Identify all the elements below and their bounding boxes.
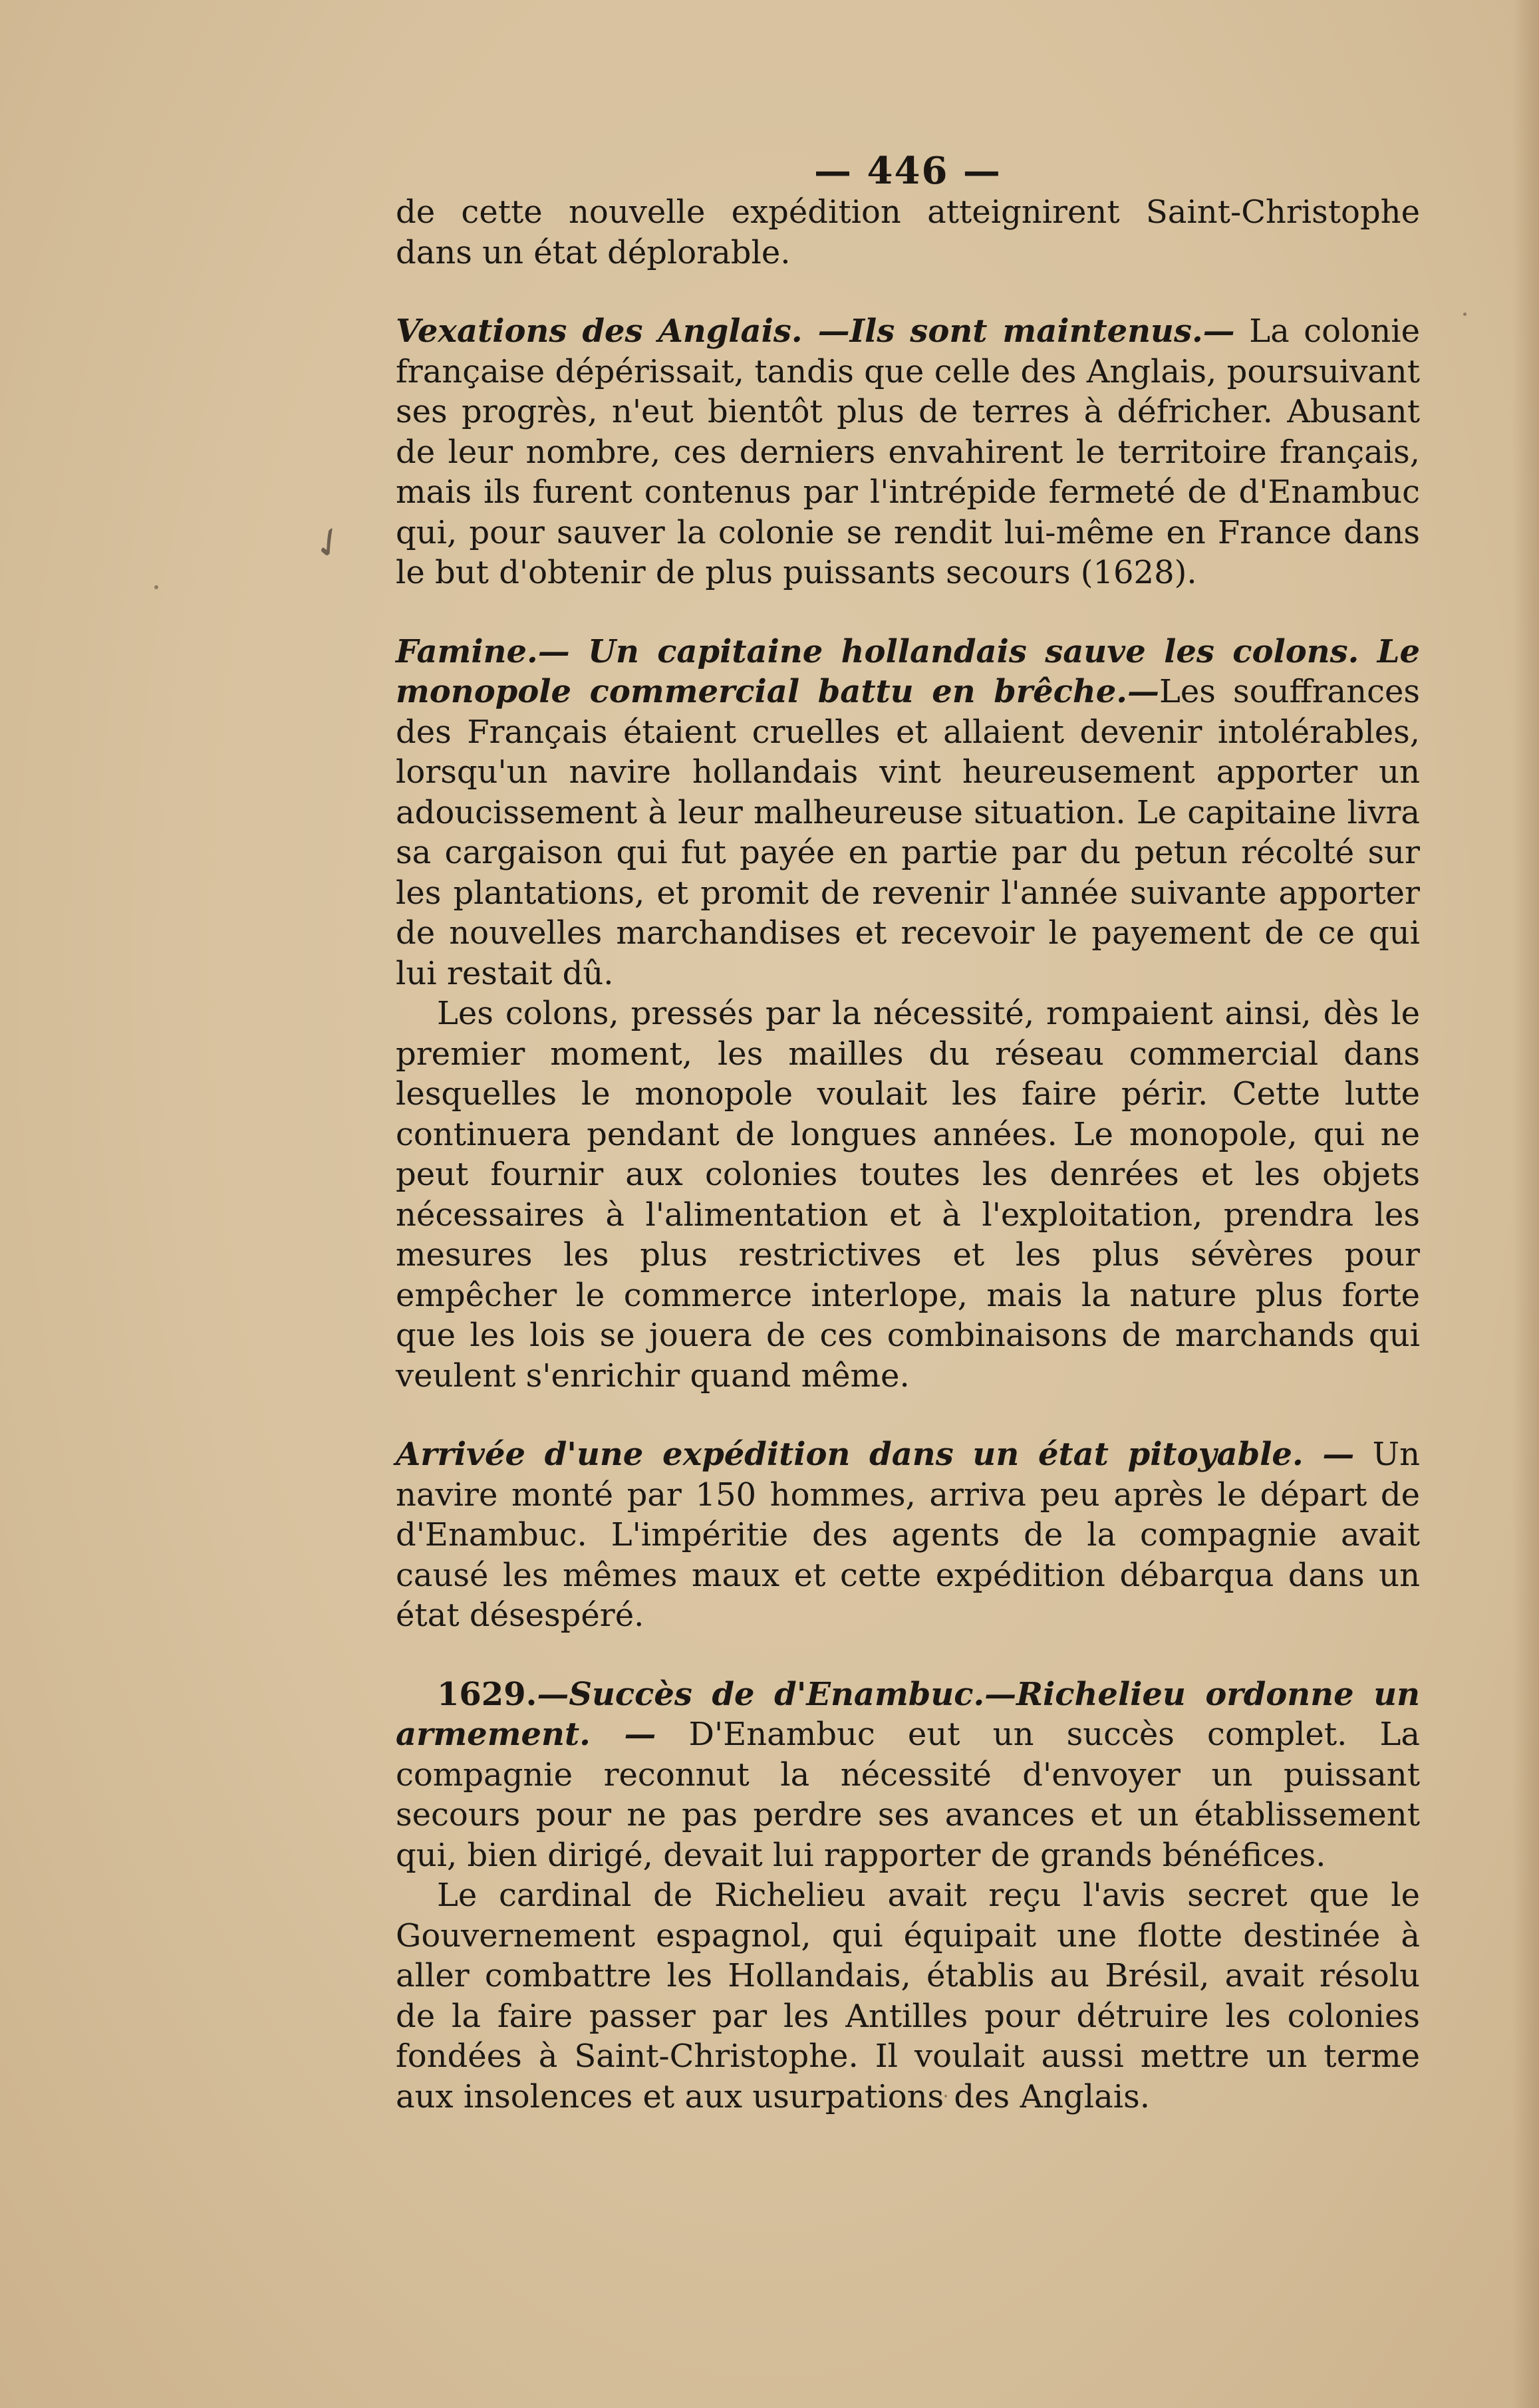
- page-text-block: [396, 143, 1420, 2117]
- paragraph-6: [396, 1674, 1420, 1876]
- paragraph-3: [396, 632, 1420, 994]
- paragraph-4: [396, 994, 1420, 1396]
- paragraph-5: [396, 1434, 1420, 1636]
- paragraph-6-text: D'Enambuc eut un succès complet. La compagnie reconnut la nécessité d'envoyer un puissant secours pour ne pas perdre ses avances et un établissement qui, bien dirigé, devait lui rapporter de grands bénéfices.: [396, 1716, 1420, 1874]
- paragraph-2-text: La colonie française dépérissait, tandis que celle des Anglais, poursuivant ses progrès, n'eut bientôt plus de terres à défricher. Abusant de leur nombre, ces derniers envahirent le territoire français, mais ils furent contenus par l'intrépide fermeté de d'Enambuc qui, pour sauver la colonie se rendit lui-même en France dans le but d'obtenir de plus puissants secours (1628).: [396, 313, 1420, 591]
- paragraph-1-text: de cette nouvelle expédition atteignirent Saint-Christophe dans un état déplorable.: [396, 194, 1420, 271]
- paragraph-6-year: 1629.: [437, 1675, 537, 1713]
- paragraph-7: [396, 1875, 1420, 2117]
- paper-speck: [154, 585, 158, 589]
- paper-speck: [1463, 313, 1467, 316]
- paragraph-5-heading: Arrivée d'une expédition dans un état pitoyable. —: [396, 1436, 1355, 1473]
- paragraph-6-heading: —Succès de d'Enambuc.—Richelieu ordonne un armement. —: [396, 1675, 1420, 1753]
- paragraph-5-text: Un navire monté par 150 hommes, arriva peu après le départ de d'Enambuc. L'impéritie des agents de la compagnie avait causé les mêmes maux et cette expédition débarqua dans un état désespéré.: [396, 1436, 1421, 1634]
- paragraph-1: [396, 192, 1420, 273]
- paragraph-4-text: Les colons, pressés par la nécessité, rompaient ainsi, dès le premier moment, les mailles du réseau commercial dans lesquelles le monopole voulait les faire périr. Cette lutte continuera pendant de longues années. Le monopole, qui ne peut fournir aux colonies toutes les denrées et les objets nécessaires à l'alimentation et à l'exploitation, prendra les mesures les plus restrictives et les plus sévères pour empêcher le commerce interlope, mais la nature plus forte que les lois se jouera de ces combinaisons de marchands qui veulent s'enrichir quand même.: [396, 995, 1420, 1395]
- paragraph-2: [396, 311, 1420, 593]
- margin-annotation-mark: ✓: [303, 515, 356, 572]
- paragraph-2-heading: Vexations des Anglais. —Ils sont maintenus.—: [396, 313, 1235, 350]
- paragraph-7-text: Le cardinal de Richelieu avait reçu l'avis secret que le Gouvernement espagnol, qui équipait une flotte destinée à aller combattre les Hollandais, établis au Brésil, avait résolu de la faire passer par les Antilles pour détruire les colonies fondées à Saint-Christophe. Il voulait aussi mettre un terme aux insolences et aux usurpations des Anglais.: [396, 1877, 1420, 2115]
- paragraph-3-heading: Famine.— Un capitaine hollandais sauve les colons. Le monopole commercial battu en brêche.—: [396, 632, 1420, 710]
- paragraph-3-text: Les souffrances des Français étaient cruelles et allaient devenir intolérables, lorsqu'un navire hollandais vint heureusement apporter un adoucissement à leur malheureuse situation. Le capitaine livra sa cargaison qui fut payée en partie par du petun récolté sur les plantations, et promit de revenir l'année suivante apporter de nouvelles marchandises et recevoir le payement de ce qui lui restait dû.: [396, 673, 1420, 992]
- page-number: — 446 —: [814, 149, 1002, 193]
- page-edge-shadow: [1512, 0, 1539, 2408]
